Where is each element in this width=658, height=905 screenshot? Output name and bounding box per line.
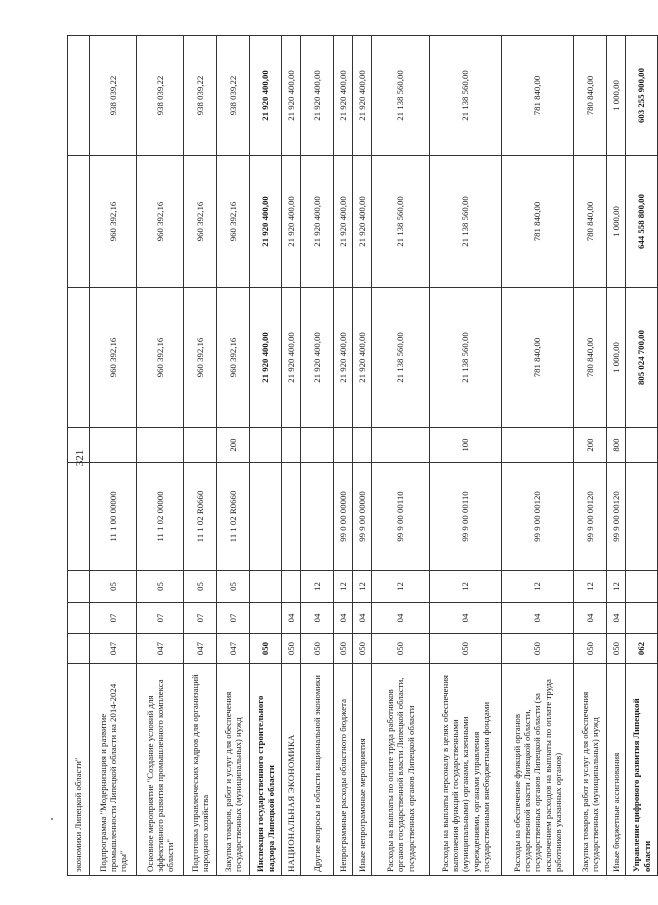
- section-code-cell: [250, 603, 282, 634]
- amount-cell: 21 138 560,00: [372, 288, 430, 428]
- administrator-code-cell: 050: [372, 634, 430, 664]
- table-row: [184, 36, 217, 876]
- amount-cell: 21 138 560,00: [372, 156, 430, 288]
- administrator-code-cell: 050: [334, 634, 353, 664]
- subsection-code-cell: 12: [353, 571, 372, 603]
- target-article-cell: [250, 463, 282, 571]
- section-code-cell: 04: [353, 603, 372, 634]
- section-code-cell: 04: [574, 603, 607, 634]
- amount-cell: [68, 156, 90, 288]
- scan-speck: [51, 818, 53, 820]
- budget-table-body: [68, 36, 658, 876]
- expense-name-cell: экономики Липецкой области": [68, 664, 90, 876]
- amount-cell: 960 392,16: [184, 156, 217, 288]
- amount-cell: 1 000,00: [607, 288, 626, 428]
- expense-type-cell: [301, 428, 334, 463]
- expense-name-cell: Иные бюджетные ассигнования: [607, 664, 626, 876]
- subsection-code-cell: 12: [372, 571, 430, 603]
- section-code-cell: 04: [282, 603, 301, 634]
- amount-cell: 780 840,00: [574, 156, 607, 288]
- expense-type-cell: [137, 428, 184, 463]
- amount-cell: 21 138 560,00: [430, 156, 502, 288]
- expense-type-cell: [250, 428, 282, 463]
- amount-cell: 1 000,00: [607, 36, 626, 156]
- expense-name-cell: Закупка товаров, работ и услуг для обеспечения государственных (муниципальных) нужд: [217, 664, 250, 876]
- expense-type-cell: [184, 428, 217, 463]
- amount-cell: [68, 288, 90, 428]
- expense-name-cell: Другие вопросы в области национальной экономики: [301, 664, 334, 876]
- subsection-code-cell: [250, 571, 282, 603]
- expense-type-cell: 800: [607, 428, 626, 463]
- expense-name-cell: Закупка товаров, работ и услуг для обеспечения государственных (муниципальных) нужд: [574, 664, 607, 876]
- administrator-code-cell: 050: [430, 634, 502, 664]
- table-row: [574, 36, 607, 876]
- amount-cell: 21 138 560,00: [430, 36, 502, 156]
- target-article-cell: 99 9 00 00110: [430, 463, 502, 571]
- amount-cell: 960 392,16: [90, 288, 137, 428]
- section-code-cell: 04: [372, 603, 430, 634]
- expense-name-cell: Расходы на выплаты по оплате труда работников органов государственной власти Липецкой области, государственных органов Липецкой области: [372, 664, 430, 876]
- target-article-cell: [301, 463, 334, 571]
- expense-type-cell: [90, 428, 137, 463]
- target-article-cell: [68, 463, 90, 571]
- amount-cell: 780 840,00: [574, 288, 607, 428]
- table-row: [334, 36, 353, 876]
- expense-type-cell: 200: [217, 428, 250, 463]
- administrator-code-cell: 047: [90, 634, 137, 664]
- amount-cell: 21 920 400,00: [334, 288, 353, 428]
- table-row: [217, 36, 250, 876]
- section-code-cell: 04: [334, 603, 353, 634]
- page-number: 321: [74, 449, 86, 467]
- target-article-cell: 99 9 00 00120: [574, 463, 607, 571]
- expense-type-cell: [372, 428, 430, 463]
- amount-cell: 21 920 400,00: [334, 36, 353, 156]
- amount-cell: 805 024 700,00: [626, 288, 658, 428]
- target-article-cell: 99 9 00 00000: [353, 463, 372, 571]
- section-code-cell: 04: [607, 603, 626, 634]
- table-row: [502, 36, 574, 876]
- administrator-code-cell: [68, 634, 90, 664]
- table-row: [90, 36, 137, 876]
- administrator-code-cell: 050: [301, 634, 334, 664]
- subsection-code-cell: 12: [301, 571, 334, 603]
- expense-type-cell: [502, 428, 574, 463]
- expense-type-cell: [353, 428, 372, 463]
- expense-name-cell: Основное мероприятие "Создание условий для эффективного развития промышленного комплекса области": [137, 664, 184, 876]
- section-code-cell: [68, 603, 90, 634]
- section-code-cell: 04: [430, 603, 502, 634]
- amount-cell: 21 138 560,00: [372, 36, 430, 156]
- subsection-code-cell: 05: [137, 571, 184, 603]
- amount-cell: 21 920 400,00: [250, 36, 282, 156]
- table-row: [250, 36, 282, 876]
- target-article-cell: 11 1 02 R0660: [184, 463, 217, 571]
- amount-cell: 781 840,00: [502, 36, 574, 156]
- administrator-code-cell: 050: [282, 634, 301, 664]
- amount-cell: 960 392,16: [217, 156, 250, 288]
- expense-type-cell: [334, 428, 353, 463]
- target-article-cell: 11 1 02 R0660: [217, 463, 250, 571]
- amount-cell: 21 920 400,00: [353, 288, 372, 428]
- amount-cell: 960 392,16: [137, 288, 184, 428]
- amount-cell: 21 920 400,00: [353, 36, 372, 156]
- table-row: [301, 36, 334, 876]
- target-article-cell: [282, 463, 301, 571]
- section-code-cell: 07: [217, 603, 250, 634]
- section-code-cell: 04: [301, 603, 334, 634]
- amount-cell: 21 920 400,00: [301, 288, 334, 428]
- expense-name-cell: Иные непрограммные мероприятия: [353, 664, 372, 876]
- amount-cell: 21 920 400,00: [282, 156, 301, 288]
- amount-cell: 21 920 400,00: [301, 36, 334, 156]
- administrator-code-cell: 050: [353, 634, 372, 664]
- administrator-code-cell: 047: [184, 634, 217, 664]
- target-article-cell: 11 1 00 00000: [90, 463, 137, 571]
- amount-cell: 21 920 400,00: [282, 36, 301, 156]
- subsection-code-cell: 12: [574, 571, 607, 603]
- expense-type-cell: [626, 428, 658, 463]
- amount-cell: 938 039,22: [137, 36, 184, 156]
- amount-cell: 21 138 560,00: [430, 288, 502, 428]
- subsection-code-cell: 05: [90, 571, 137, 603]
- target-article-cell: 99 9 00 00120: [607, 463, 626, 571]
- table-row: [282, 36, 301, 876]
- amount-cell: 780 840,00: [574, 36, 607, 156]
- table-row: [626, 36, 658, 876]
- amount-cell: 781 840,00: [502, 288, 574, 428]
- administrator-code-cell: 050: [502, 634, 574, 664]
- amount-cell: [68, 36, 90, 156]
- administrator-code-cell: 047: [217, 634, 250, 664]
- table-row: [353, 36, 372, 876]
- target-article-cell: 99 9 00 00120: [502, 463, 574, 571]
- amount-cell: 21 920 400,00: [250, 156, 282, 288]
- subsection-code-cell: 12: [430, 571, 502, 603]
- amount-cell: 603 255 900,00: [626, 36, 658, 156]
- section-code-cell: [626, 603, 658, 634]
- amount-cell: 938 039,22: [90, 36, 137, 156]
- section-code-cell: 07: [137, 603, 184, 634]
- target-article-cell: [626, 463, 658, 571]
- amount-cell: 21 920 400,00: [250, 288, 282, 428]
- subsection-code-cell: 05: [217, 571, 250, 603]
- expense-name-cell: НАЦИОНАЛЬНАЯ ЭКОНОМИКА: [282, 664, 301, 876]
- amount-cell: 1 000,00: [607, 156, 626, 288]
- administrator-code-cell: 050: [607, 634, 626, 664]
- expense-type-cell: [282, 428, 301, 463]
- budget-table: [67, 35, 658, 876]
- expense-name-cell: Расходы на выплаты персоналу в целях обеспечения выполнения функций государственными (муниципальными) органами, казенными учреждениями, органами управления государственными внебюджетными фондами: [430, 664, 502, 876]
- amount-cell: 960 392,16: [184, 288, 217, 428]
- section-code-cell: 04: [502, 603, 574, 634]
- subsection-code-cell: 05: [184, 571, 217, 603]
- amount-cell: 960 392,16: [217, 288, 250, 428]
- administrator-code-cell: 047: [137, 634, 184, 664]
- administrator-code-cell: 050: [250, 634, 282, 664]
- subsection-code-cell: [626, 571, 658, 603]
- table-row: [607, 36, 626, 876]
- expense-name-cell: Подготовка управленческих кадров для организаций народного хозяйства: [184, 664, 217, 876]
- amount-cell: 960 392,16: [90, 156, 137, 288]
- amount-cell: 938 039,22: [217, 36, 250, 156]
- amount-cell: 644 558 800,00: [626, 156, 658, 288]
- subsection-code-cell: 12: [502, 571, 574, 603]
- table-row: [137, 36, 184, 876]
- amount-cell: 21 920 400,00: [301, 156, 334, 288]
- expense-name-cell: Инспекция государственного строительного надзора Липецкой области: [250, 664, 282, 876]
- expense-type-cell: [68, 428, 90, 463]
- amount-cell: 21 920 400,00: [353, 156, 372, 288]
- table-row: [430, 36, 502, 876]
- target-article-cell: 11 1 02 00000: [137, 463, 184, 571]
- target-article-cell: 99 0 00 00000: [334, 463, 353, 571]
- subsection-code-cell: 12: [334, 571, 353, 603]
- expense-name-cell: Непрограммные расходы областного бюджета: [334, 664, 353, 876]
- expense-type-cell: 100: [430, 428, 502, 463]
- table-row: [372, 36, 430, 876]
- administrator-code-cell: 050: [574, 634, 607, 664]
- section-code-cell: 07: [90, 603, 137, 634]
- expense-name-cell: Подпрограмма "Модернизация и развитие промышленности Липецкой области на 2014-2024 годы": [90, 664, 137, 876]
- target-article-cell: 99 9 00 00110: [372, 463, 430, 571]
- amount-cell: 21 920 400,00: [334, 156, 353, 288]
- table-row: [68, 36, 90, 876]
- amount-cell: 781 840,00: [502, 156, 574, 288]
- amount-cell: 938 039,22: [184, 36, 217, 156]
- amount-cell: 21 920 400,00: [282, 288, 301, 428]
- administrator-code-cell: 062: [626, 634, 658, 664]
- expense-type-cell: 200: [574, 428, 607, 463]
- expense-name-cell: Управление цифрового развития Липецкой области: [626, 664, 658, 876]
- subsection-code-cell: [68, 571, 90, 603]
- subsection-code-cell: 12: [607, 571, 626, 603]
- amount-cell: 960 392,16: [137, 156, 184, 288]
- expense-name-cell: Расходы на обеспечение функций органов государственной власти Липецкой области, государственных органов Липецкой области (за исключением расходов на выплаты по оплате труда работников указанных органов): [502, 664, 574, 876]
- section-code-cell: 07: [184, 603, 217, 634]
- subsection-code-cell: [282, 571, 301, 603]
- rotated-page-content: [67, 36, 652, 876]
